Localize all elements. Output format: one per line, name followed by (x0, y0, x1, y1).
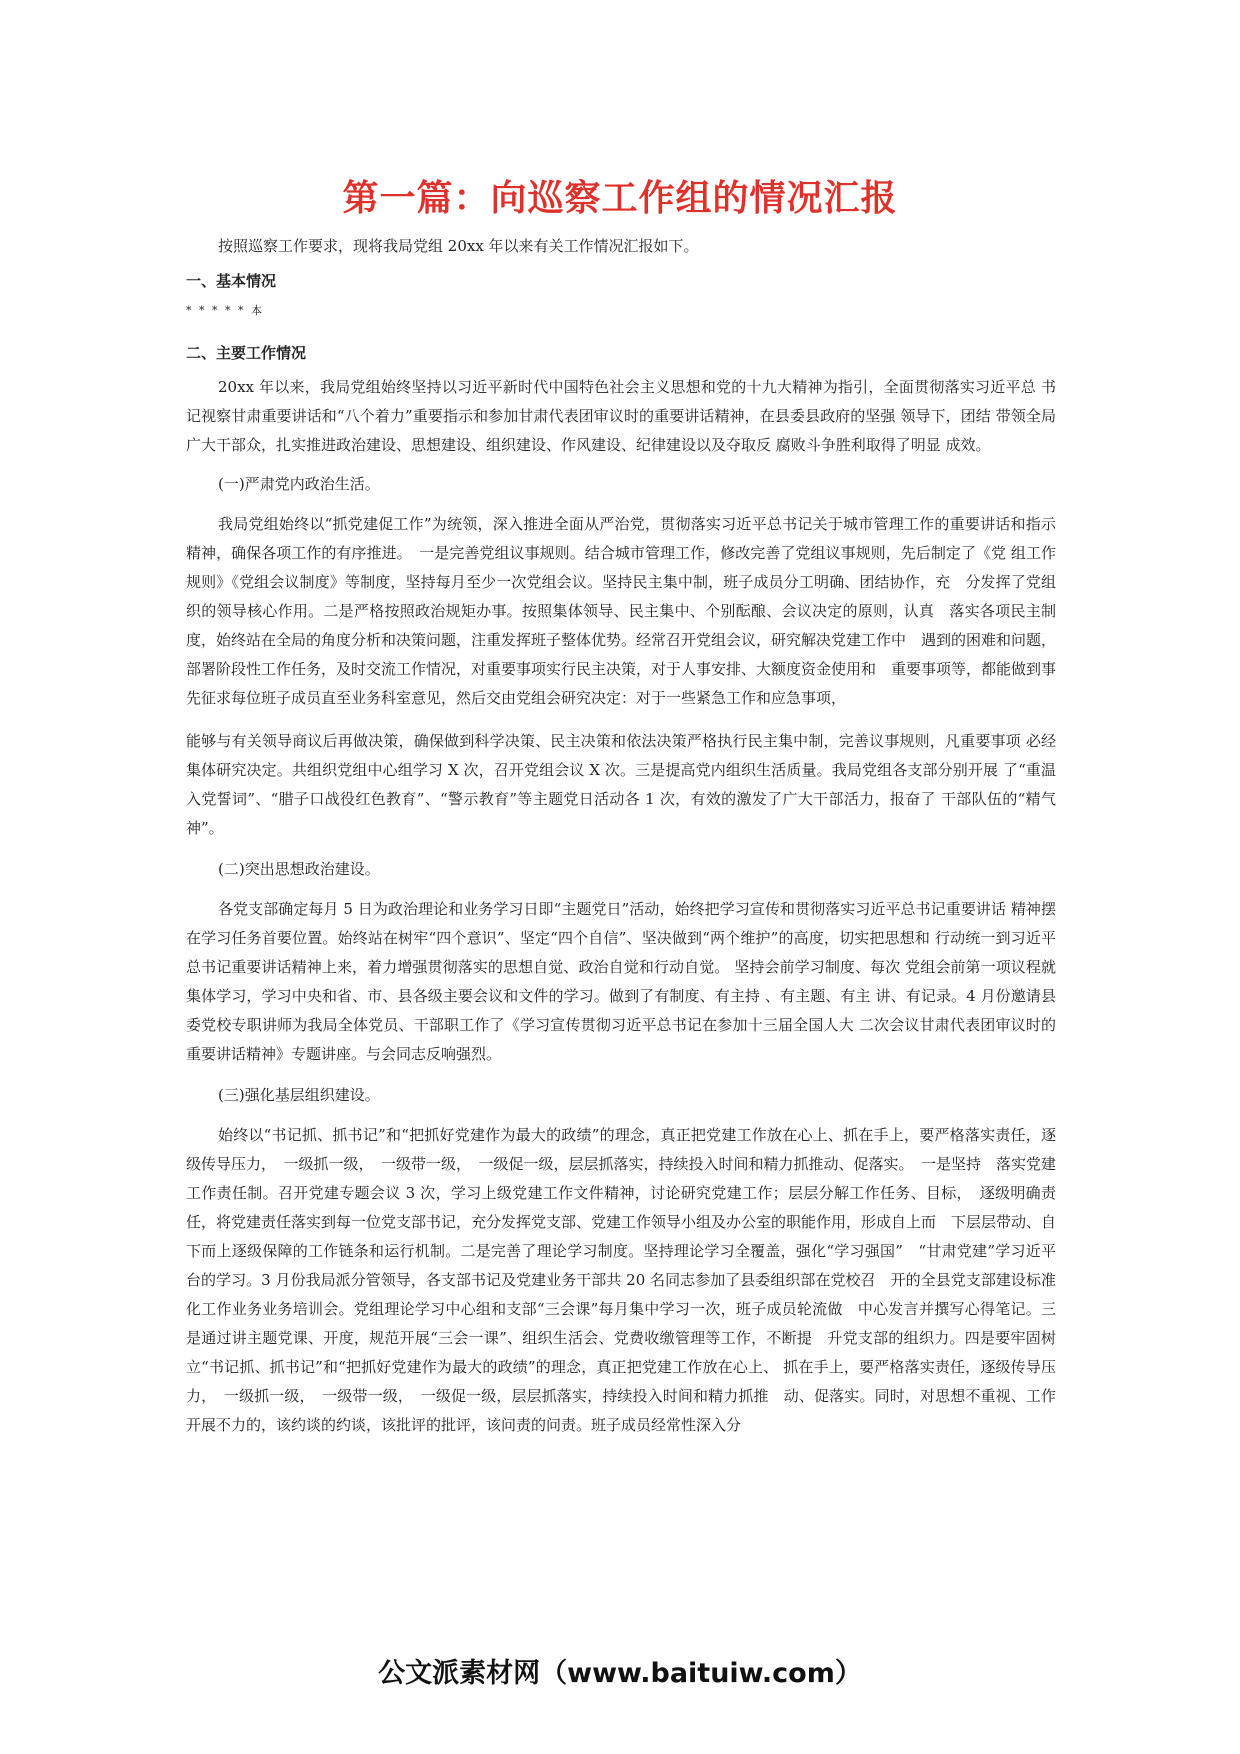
document-body (186, 232, 1056, 1440)
section1-heading: 一、基本情况 (186, 272, 277, 290)
document-title: 第一篇：向巡察工作组的情况汇报 (342, 178, 898, 219)
footer-watermark: 公文派素材网（www.baituiw.com） (378, 1658, 862, 1689)
subsection2-paragraph: 各党支部确定每月 5 日为政治理论和业务学习日即“主题党日”活动，始终把学习宣传和贯彻落实习近平总书记重要讲话 精神摆在学习任务首要位置。始终站在树牢“四个意识”、坚定“四个自信”、坚决做到“两个维护”的高度，切实把思想和 行动统一到习近平总书记重要讲话精神上来，着力增强贯彻落实的思想自觉、政治自觉和行动自觉。 坚持会前学习制度、每次 党组会前第一项议程就集体学习，学习中央和省、市、县各级主要会议和文件的学习。做到了有制度、有主持 、有主题、有主 讲、有记录。4 月份邀请县委党校专职讲师为我局全体党员、干部职工作了《学习宣传贯彻习近平总书记在参加十三届全国人大 二次会议甘肃代表团审议时的重要讲话精神》专题讲座。与会同志反响强烈。 (186, 900, 1056, 1063)
subsection1-heading: (一)严肃党内政治生活。 (218, 475, 380, 493)
intro-paragraph: 按照巡察工作要求，现将我局党组 20xx 年以来有关工作情况汇报如下。 (218, 237, 699, 255)
subsection1-paragraph-1: 我局党组始终以“抓党建促工作”为统领，深入推进全面从严治党，贯彻落实习近平总书记关于城市管理工作的重要讲话和指示精神，确保各项工作的有序推进。 一是完善党组议事规则。结合城市管理工作，修改完善了党组议事规则，先后制定了《党 组工作规则》《党组会议制度》等制度，坚持每月至少一次党组会议。坚持民主集中制，班子成员分工明确、团结协作，充 分发挥了党组织的领导核心作用。二是严格按照政治规矩办事。按照集体领导、民主集中、个别酝酿、会议决定的原则，认真 落实各项民主制度，始终站在全局的角度分析和决策问题，注重发挥班子整体优势。经常召开党组会议，研究解决党建工作中 遇到的困难和问题，部署阶段性工作任务，及时交流工作情况，对重要事项实行民主决策，对于人事安排、大额度资金使用和 重要事项等，都能做到事先征求每位班子成员直至业务科室意见，然后交由党组会研究决定：对于一些紧急工作和应急事项， (186, 515, 1057, 707)
subsection3-heading: (三)强化基层组织建设。 (218, 1086, 380, 1104)
section2-intro-paragraph: 20xx 年以来，我局党组始终坚持以习近平新时代中国特色社会主义思想和党的十九大精神为指引，全面贯彻落实习近平总 书记视察甘肃重要讲话和“八个着力”重要指示和参加甘肃代表团审议时的重要讲话精神，在县委县政府的坚强 领导下，团结 带领全局广大干部众，扎实推进政治建设、思想建设、组织建设、作风建设、纪律建设以及夺取反 腐败斗争胜利取得了明显 成效。 (186, 378, 1056, 454)
subsection2-heading: (二)突出思想政治建设。 (218, 860, 380, 878)
section1-placeholder: * * * * * 本 (186, 304, 264, 317)
subsection3-paragraph: 始终以“书记抓、抓书记”和“把抓好党建作为最大的政绩”的理念，真正把党建工作放在心上、抓在手上，要严格落实责任，逐级传导压力， 一级抓一级， 一级带一级， 一级促一级，层层抓落实，持续投入时间和精力抓推动、促落实。 一是坚持 落实党建工作责任制。召开党建专题会议 3 次，学习上级党建工作文件精神，讨论研究党建工作；层层分解工作任务、目标， 逐级明确责任，将党建责任落实到每一位党支部书记，充分发挥党支部、党建工作领导小组及办公室的职能作用，形成自上而 下层层带动、自下而上逐级保障的工作链条和运行机制。二是完善了理论学习制度。坚持理论学习全覆盖，强化“学习强国” “甘肃党建”学习近平台的学习。3 月份我局派分管领导，各支部书记及党建业务干部共 20 名同志参加了县委组织部在党校召 开的全县党支部建设标准化工作业务业务培训会。党组理论学习中心组和支部“三会课”每月集中学习一次，班子成员轮流做 中心发言并撰写心得笔记。三是通过讲主题党课、开度，规范开展“三会一课”、组织生活会、党费收缴管理等工作，不断提 升党支部的组织力。四是要牢固树立“书记抓、抓书记”和“把抓好党建作为最大的政绩”的理念，真正把党建工作放在心上、 抓在手上，要严格落实责任，逐级传导压力， 一级抓一级， 一级带一级， 一级促一级，层层抓落实，持续投入时间和精力抓推 动、促落实。同时，对思想不重视、工作开展不力的，该约谈的约谈，该批评的批评，该问责的问责。班子成员经常性深入分 (186, 1126, 1057, 1434)
subsection1-paragraph-2: 能够与有关领导商议后再做决策，确保做到科学决策、民主决策和依法决策严格执行民主集中制，完善议事规则，凡重要事项 必经集体研究决定。共组织党组中心组学习 X 次，召开党组会议 X 次。三是提高党内组织生活质量。我局党组各支部分别开展 了“重温入党誓词”、“腊子口战役红色教育”、“警示教育”等主题党日活动各 1 次，有效的激发了广大干部活力，报奋了 干部队伍的“精气神”。 (186, 732, 1056, 837)
section2-heading: 二、主要工作情况 (186, 344, 307, 362)
